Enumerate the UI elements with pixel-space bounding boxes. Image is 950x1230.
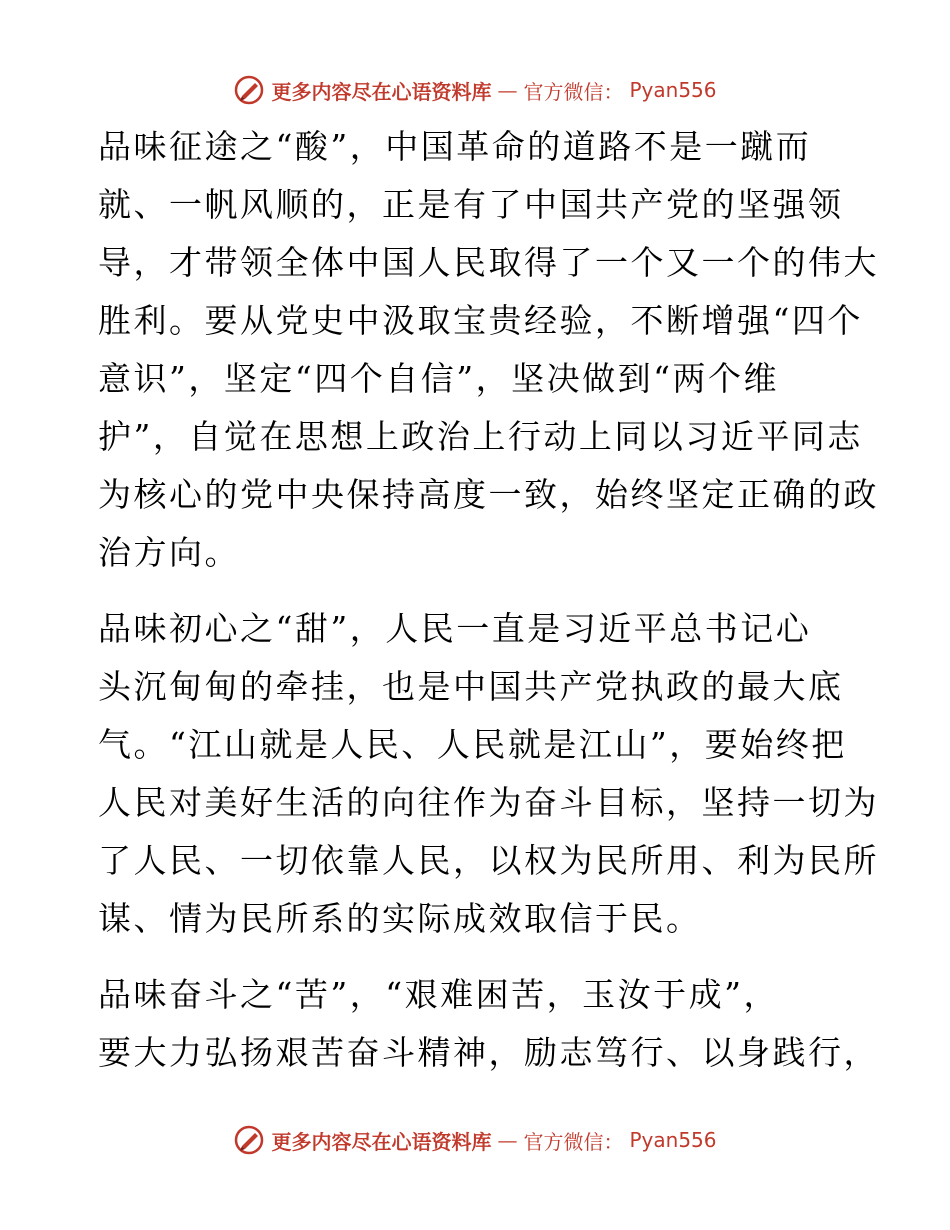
paragraph-bitter <box>98 966 879 1082</box>
text-line: 气。“江山就是人民、人民就是江山”，要始终把 <box>98 725 847 764</box>
text-line: 头沉甸甸的牵挂，也是中国共产党执政的最大底 <box>98 667 844 706</box>
watermark-account-id: Pyan556 <box>629 1128 717 1152</box>
text-line: 品味奋斗之“苦”，“艰难困苦，玉汝于成”， <box>98 975 779 1014</box>
text-line: 胜利。要从党史中汲取宝贵经验，不断增强“四个 <box>98 301 863 340</box>
header-watermark <box>0 70 950 110</box>
text-line: 导，才带领全体中国人民取得了一个又一个的伟大 <box>98 243 879 282</box>
watermark-brand-text: 更多内容尽在心语资料库 <box>271 1129 492 1154</box>
text-line: 品味初心之“甜”，人民一直是习近平总书记心 <box>98 609 812 648</box>
paragraph-sweet <box>98 600 879 948</box>
text-line: 意识”，坚定“四个自信”，坚决做到“两个维 <box>98 359 779 398</box>
text-line: 治方向。 <box>98 533 240 572</box>
pen-logo-icon <box>233 1124 265 1156</box>
document-body <box>98 118 879 1100</box>
footer-watermark <box>0 1120 950 1160</box>
watermark-separator: — <box>497 1128 518 1152</box>
text-line: 要大力弘扬艰苦奋斗精神，励志笃行、以身践行， <box>98 1033 879 1072</box>
pen-logo-icon <box>233 74 265 106</box>
text-line: 人民对美好生活的向往作为奋斗目标，坚持一切为 <box>98 783 879 822</box>
paragraph-sour <box>98 118 879 582</box>
watermark-account-label: 官方微信： <box>523 79 624 104</box>
watermark-account-id: Pyan556 <box>629 78 717 102</box>
text-line: 为核心的党中央保持高度一致，始终坚定正确的政 <box>98 475 879 514</box>
watermark-brand-text: 更多内容尽在心语资料库 <box>271 79 492 104</box>
text-line: 品味征途之“酸”，中国革命的道路不是一蹴而 <box>98 127 812 166</box>
text-line: 谋、情为民所系的实际成效取信于民。 <box>98 899 702 938</box>
text-line: 了人民、一切依靠人民，以权为民所用、利为民所 <box>98 841 879 880</box>
watermark-account-label: 官方微信： <box>523 1129 624 1154</box>
text-line: 护”，自觉在思想上政治上行动上同以习近平同志 <box>98 417 863 456</box>
text-line: 就、一帆风顺的，正是有了中国共产党的坚强领 <box>98 185 844 224</box>
watermark-separator: — <box>497 78 518 102</box>
